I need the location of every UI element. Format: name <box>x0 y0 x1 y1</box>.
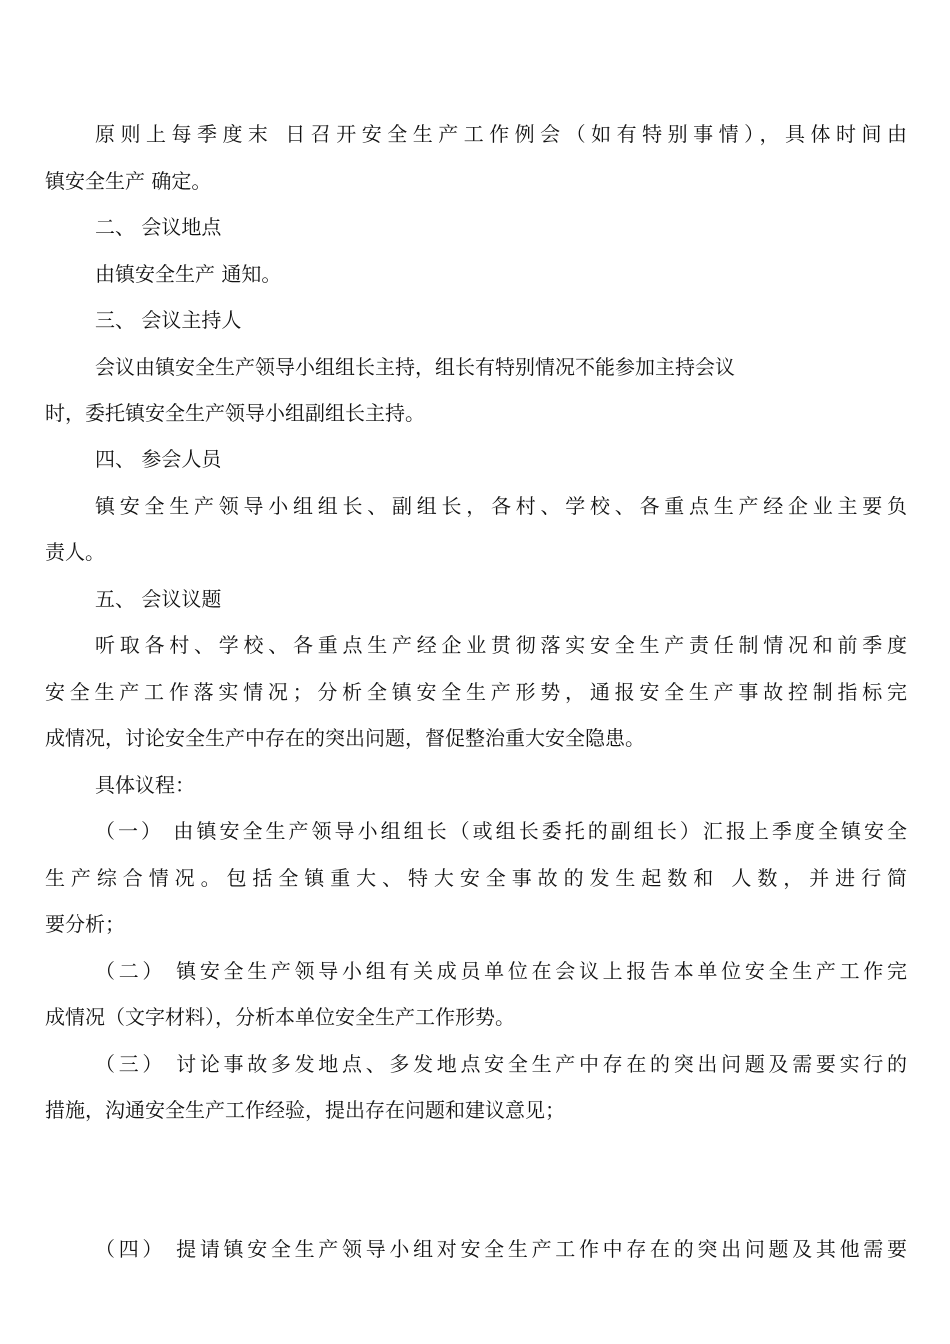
agenda-item: （二） 镇安全生产领导小组有关成员单位在会议上报告本单位安全生产工作完 <box>95 959 907 983</box>
section-heading: 三、 会议主持人 <box>95 308 242 332</box>
section-heading: 二、 会议地点 <box>95 215 222 239</box>
section-heading: 四、 参会人员 <box>95 447 222 471</box>
paragraph-line: 镇安全生产 确定。 <box>45 169 212 193</box>
paragraph-line: 要分析； <box>45 912 125 936</box>
paragraph-line: 会议由镇安全生产领导小组组长主持，组长有特别情况不能参加主持会议 <box>95 355 735 379</box>
paragraph-line: 安全生产工作落实情况；分析全镇安全生产形势，通报安全生产事故控制指标完 <box>45 680 907 704</box>
agenda-item: （一） 由镇安全生产领导小组组长（或组长委托的副组长）汇报上季度全镇安全 <box>95 819 907 843</box>
agenda-item: （四） 提请镇安全生产领导小组对安全生产工作中存在的突出问题及其他需要 <box>95 1237 907 1261</box>
paragraph-line: 镇安全生产领导小组组长、副组长，各村、学校、各重点生产经企业主要负 <box>95 494 907 518</box>
paragraph-line: 具体议程： <box>95 773 195 797</box>
paragraph-line: 原则上每季度末 日召开安全生产工作例会（如有特别事情），具体时间由 <box>95 122 907 146</box>
paragraph-line: 生产综合情况。包括全镇重大、特大安全事故的发生起数和 人数，并进行简 <box>45 866 907 890</box>
paragraph-line: 听取各村、学校、各重点生产经企业贯彻落实安全生产责任制情况和前季度 <box>95 633 907 657</box>
section-heading: 五、 会议议题 <box>95 587 222 611</box>
paragraph-line: 成情况（文字材料），分析本单位安全生产工作形势。 <box>45 1005 515 1029</box>
paragraph-line: 时，委托镇安全生产领导小组副组长主持。 <box>45 401 425 425</box>
paragraph-line: 由镇安全生产 通知。 <box>95 262 282 286</box>
paragraph-line: 责人。 <box>45 540 105 564</box>
agenda-item: （三） 讨论事故多发地点、多发地点安全生产中存在的突出问题及需要实行的 <box>95 1052 907 1076</box>
paragraph-line: 成情况，讨论安全生产中存在的突出问题，督促整治重大安全隐患。 <box>45 726 645 750</box>
paragraph-line: 措施，沟通安全生产工作经验，提出存在问题和建议意见； <box>45 1098 565 1122</box>
